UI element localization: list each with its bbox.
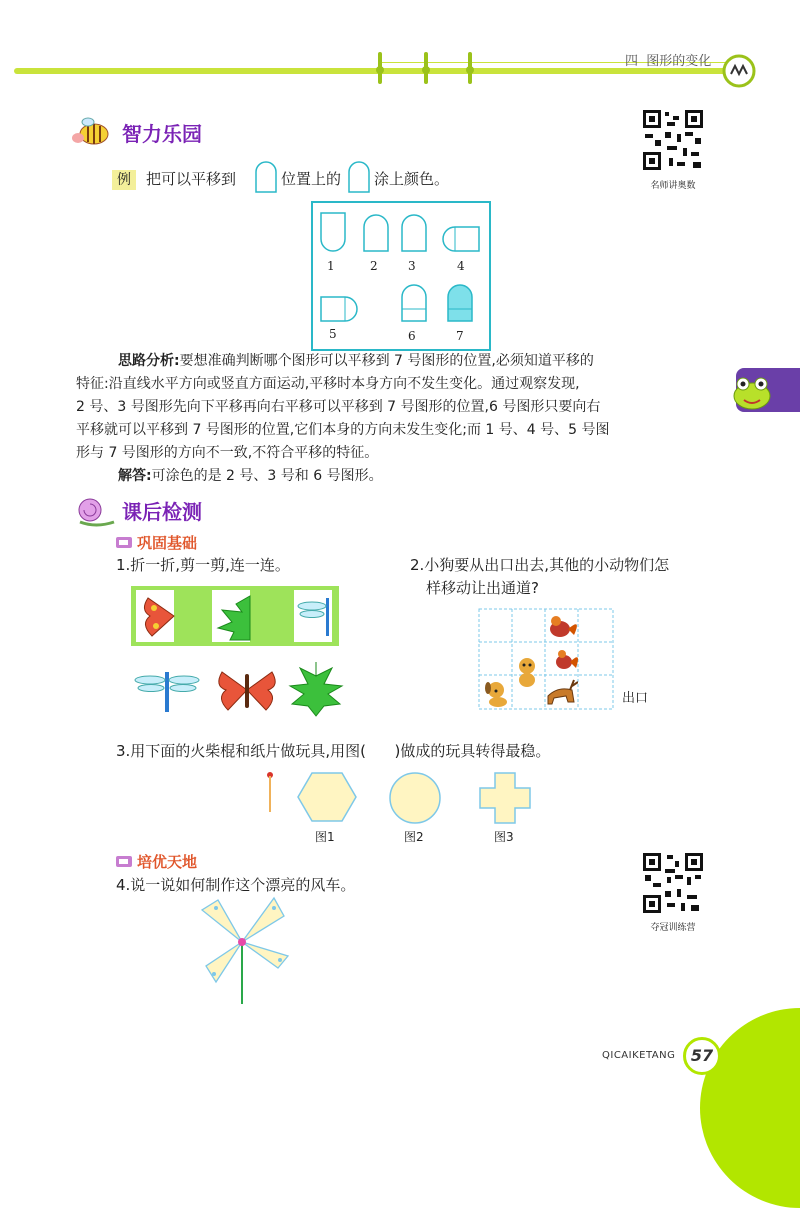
analysis-line-3: 2 号、3 号图形先向下平移再向右平移可以平移到 7 号图形的位置,6 号图形只要向右 xyxy=(76,399,601,415)
fig-label-1: 图1 xyxy=(315,830,335,844)
shape-6 xyxy=(402,285,426,321)
shape-label-5: 5 xyxy=(329,327,337,341)
example-badge: 例 xyxy=(112,170,136,190)
gonggu-title: 巩固基础 xyxy=(137,534,198,552)
snail-mascot-icon xyxy=(74,494,118,530)
analysis-line-5: 形与 7 号图形的方向不一致,不符合平移的特征。 xyxy=(76,445,379,461)
example-text-2: 位置上的 xyxy=(281,170,342,188)
answer-text: 可涂色的是 2 号、3 号和 6 号图形。 xyxy=(151,468,383,484)
peiyou-title: 培优天地 xyxy=(137,853,198,871)
question-1: 1.折一折,剪一剪,连一连。 xyxy=(116,556,290,574)
page-number: 57 xyxy=(690,1046,714,1065)
fig-label-2: 图2 xyxy=(404,830,424,844)
qr-caption-2: 夺冠训练营 xyxy=(650,923,696,933)
chapter-title: 四 图形的变化 xyxy=(625,54,712,69)
shape-3 xyxy=(402,215,426,251)
half-leaf-icon xyxy=(214,590,254,642)
example-text-3: 涂上颜色。 xyxy=(374,170,450,188)
peiyou-icon xyxy=(114,853,134,869)
circle-card xyxy=(388,771,442,825)
gonggu-icon xyxy=(114,534,134,550)
half-butterfly-icon xyxy=(140,592,176,640)
frog-icon xyxy=(730,372,774,412)
analysis-label: 思路分析: xyxy=(118,353,180,369)
question-2-line-1: 2.小狗要从出口出去,其他的小动物们怎 xyxy=(410,556,670,574)
target-shape-icon-2 xyxy=(347,160,371,194)
shape-7 xyxy=(448,285,472,321)
zhili-title: 智力乐园 xyxy=(122,122,202,146)
cross-card xyxy=(478,771,532,825)
butterfly-icon xyxy=(216,668,278,712)
analysis-line-4: 平移就可以平移到 7 号图形的位置,它们本身的方向未发生变化;而 1 号、4 号、5 号图 xyxy=(76,422,610,438)
header-pins-icon xyxy=(370,48,480,88)
squirrel-icon xyxy=(546,611,582,641)
deer-icon xyxy=(544,676,578,708)
shape-label-4: 4 xyxy=(457,259,465,273)
shape-label-6: 6 xyxy=(408,329,416,343)
dragonfly-icon xyxy=(134,668,200,714)
shape-1 xyxy=(321,213,345,251)
target-shape-icon xyxy=(254,160,278,194)
analysis-line-1: 要想准确判断哪个图形可以平移到 7 号图形的位置,必须知道平移的 xyxy=(179,353,594,369)
header-badge-icon xyxy=(722,54,756,88)
matchstick-icon xyxy=(265,770,275,814)
half-dragonfly-icon xyxy=(296,592,332,640)
qr-caption: 名师讲奥数 xyxy=(650,181,696,191)
pinwheel-icon xyxy=(196,894,292,1006)
analysis-line-2: 特征:沿直线水平方向或竖直方面运动,平移时本身方向不发生变化。通过观察发现, xyxy=(76,376,580,392)
question-3: 3.用下面的火柴棍和纸片做玩具,用图( )做成的玩具转得最稳。 xyxy=(116,742,551,760)
dog-icon xyxy=(482,678,514,708)
footer-green-shape xyxy=(700,1008,800,1208)
shape-2 xyxy=(364,215,388,251)
qr-code-icon-2[interactable] xyxy=(641,851,705,915)
exit-label: 出口 xyxy=(622,691,649,706)
qr-code-icon[interactable] xyxy=(641,108,705,172)
answer-label: 解答: xyxy=(118,468,152,484)
shapes-figure xyxy=(311,201,491,351)
shape-label-2: 2 xyxy=(370,259,378,273)
shape-label-3: 3 xyxy=(408,259,416,273)
question-4: 4.说一说如何制作这个漂亮的风车。 xyxy=(116,876,356,894)
shape-5 xyxy=(321,297,357,321)
bee-mascot-icon xyxy=(70,112,114,152)
fig-label-3: 图3 xyxy=(494,830,514,844)
shape-label-1: 1 xyxy=(327,259,335,273)
footer-brand: QICAIKETANG xyxy=(602,1050,676,1061)
shape-label-7: 7 xyxy=(456,329,464,343)
cat-icon xyxy=(512,654,542,688)
kehou-title: 课后检测 xyxy=(122,500,202,524)
analysis-block xyxy=(76,350,736,488)
squirrel-icon-2 xyxy=(552,644,582,674)
shape-4 xyxy=(443,227,479,251)
leaf-icon xyxy=(288,660,344,718)
example-text-1: 把可以平移到 xyxy=(146,170,237,188)
hexagon-card xyxy=(296,771,358,823)
question-2-line-2: 样移动让出通道? xyxy=(426,579,539,597)
